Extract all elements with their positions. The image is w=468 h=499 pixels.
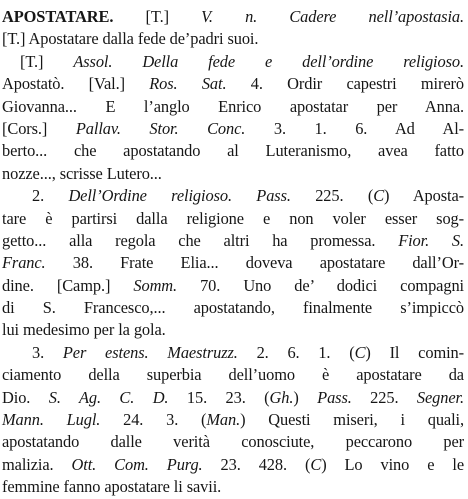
text-segment: ) Lo vino e le	[321, 454, 465, 474]
text-line	[2, 319, 464, 341]
italic-citation: Pallav. Stor. Conc.	[75, 118, 246, 138]
italic-citation: C	[373, 186, 385, 206]
italic-citation: C	[354, 342, 366, 362]
text-segment: [T.]	[20, 51, 74, 71]
text-line	[2, 297, 464, 319]
italic-citation: Pass.	[317, 387, 352, 407]
text-segment: nozze..., scrisse Lutero...	[2, 163, 162, 183]
text-segment: Dio.	[2, 387, 49, 407]
text-line	[2, 387, 464, 409]
text-line	[2, 51, 464, 73]
text-line	[2, 208, 464, 230]
text-line	[2, 476, 464, 498]
text-segment: [T.] Apostatare dalla fede de’padri suoi.	[2, 29, 259, 49]
text-segment: di S. Francesco,... apostatando, finalmente s’impiccò	[2, 298, 464, 318]
text-line	[2, 73, 464, 95]
text-segment: 70. Uno de’ dodici compagni	[177, 275, 464, 295]
text-line	[2, 230, 464, 252]
text-segment: [Cors.]	[2, 118, 76, 138]
text-segment: ) Aposta-	[384, 186, 465, 206]
text-line	[2, 409, 464, 431]
italic-citation: Assol. Della fede e dell’ordine religioso.	[73, 51, 464, 71]
text-segment: [T.]	[113, 7, 202, 26]
text-segment: femmine fanno apostatare li savii.	[2, 477, 222, 497]
text-segment: apostatando dalle verità conosciute, peccarono per	[2, 432, 464, 452]
text-line	[2, 431, 464, 453]
text-segment: 4. Ordir capestri mirerò	[226, 74, 464, 94]
italic-citation: Segner.	[416, 387, 465, 407]
text-segment: ) Il comin-	[365, 342, 464, 362]
text-segment: ciamento della superbia dell’uomo è apostatare da	[2, 365, 464, 385]
text-line	[2, 163, 464, 185]
italic-citation: Franc.	[2, 253, 46, 273]
text-segment: 2. 6. 1. (	[237, 342, 355, 362]
italic-citation: Mann. Lugl.	[2, 410, 101, 430]
text-segment: 225.	[351, 387, 417, 407]
text-segment: Giovanna... E l’anglo Enrico apostatar per Anna.	[2, 96, 464, 116]
text-segment: Apostatò. [Val.]	[2, 74, 150, 94]
italic-citation: Dell’Ordine religioso. Pass.	[68, 186, 291, 206]
text-segment: 38. Frate Elia... doveva apostatare dall’Or-	[45, 253, 464, 273]
italic-citation: Ros. Sat.	[149, 74, 227, 94]
italic-citation: C	[310, 454, 322, 474]
italic-citation: S. Ag. C. D.	[48, 387, 169, 407]
italic-citation: Fior. S.	[398, 230, 464, 250]
italic-citation: Per estens. Maestruzz.	[62, 342, 238, 362]
text-segment: 23. 428. (	[202, 454, 311, 474]
italic-citation: Somm.	[133, 275, 178, 295]
text-segment: lui medesimo per la gola.	[2, 320, 166, 340]
text-line	[2, 140, 464, 162]
text-line	[2, 454, 464, 476]
text-segment: 24. 3. (	[100, 410, 207, 430]
text-line	[2, 185, 464, 207]
text-segment: malizia.	[2, 454, 72, 474]
dictionary-entry	[2, 6, 464, 499]
italic-citation: Ott. Com. Purg.	[71, 454, 203, 474]
text-segment: 15. 23. (	[168, 387, 270, 407]
text-segment: dine. [Camp.]	[2, 275, 134, 295]
text-line	[2, 342, 464, 364]
italic-citation: V. n. Cadere nell’apostasia.	[201, 7, 464, 26]
italic-citation: Man.	[206, 410, 241, 430]
text-segment: 2.	[32, 186, 69, 206]
text-line	[2, 96, 464, 118]
text-segment: ) Questi miseri, i quali,	[240, 410, 464, 430]
text-segment: 3.	[32, 342, 63, 362]
text-line	[2, 28, 464, 50]
text-line	[2, 6, 464, 28]
text-segment: 3. 1. 6. Ad Al-	[245, 118, 465, 138]
text-segment: getto... alla regola che altri ha promessa.	[2, 230, 399, 250]
italic-citation: Gh.	[269, 387, 294, 407]
text-segment: tare è partirsi dalla religione e non voler esser sog-	[2, 208, 464, 228]
text-segment: )	[293, 387, 318, 407]
headword: APOSTATARE.	[2, 7, 114, 26]
text-segment: 225. (	[290, 186, 374, 206]
text-line	[2, 118, 464, 140]
text-line	[2, 364, 464, 386]
text-segment: berto... che apostatando al Luteranismo, avea fatto	[2, 141, 464, 161]
text-line	[2, 275, 464, 297]
text-line	[2, 252, 464, 274]
